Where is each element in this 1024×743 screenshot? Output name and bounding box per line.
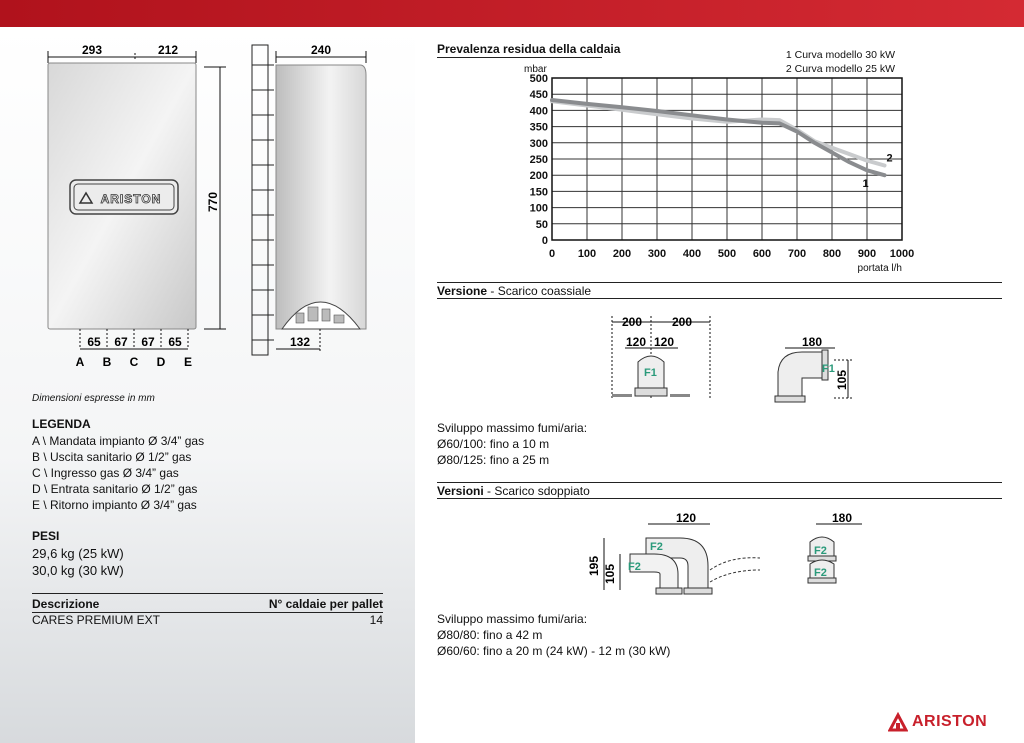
chart-title-rule [437,57,602,58]
connection-a: A [75,355,85,369]
split-dim-180: 180 [832,511,853,525]
coassial-bottom-rule [437,298,1002,299]
coassial-title: Versione [437,284,488,298]
legend-title: LEGENDA [32,417,91,431]
coax-dim-120-b: 120 [654,335,675,349]
y-tick-label: 400 [529,105,548,118]
y-tick-label: 50 [535,218,548,231]
coassial-heading [437,284,591,298]
legend-item-d: D \ Entrata sanitario Ø 1/2” gas [32,482,198,496]
coax-label-f1-b: F1 [822,363,835,375]
dim-212: 212 [157,43,179,57]
pump-head-chart [415,60,1015,280]
x-tick-label: 500 [717,248,737,260]
dim-67-b: 67 [141,335,155,349]
table-header-pallet: N° caldaie per pallet [268,597,383,611]
x-tick-label: 600 [752,248,772,260]
legend-curve-2: 2 Curva modello 25 kW [785,63,895,75]
connection-e: E [183,355,193,369]
split-line-2: Ø60/60: fino a 20 m (24 kW) - 12 m (30 kW) [437,644,671,658]
units-note: Dimensioni espresse in mm [32,393,155,404]
split-label-f2-b: F2 [628,561,641,573]
y-tick-label: 200 [529,170,548,183]
split-text-title: Sviluppo massimo fumi/aria: [437,612,588,626]
panel-logo-text: ARISTON [100,192,162,206]
x-tick-label: 300 [647,248,667,260]
x-tick-label: 100 [577,248,597,260]
x-tick-label: 1000 [889,248,915,260]
split-text-block [437,611,670,659]
weights-list [32,545,124,579]
x-tick-label: 800 [822,248,842,260]
x-tick-label: 0 [548,248,556,260]
footer-logo [888,712,987,732]
table-header-desc: Descrizione [32,597,100,611]
split-heading [437,484,590,498]
y-tick-label: 350 [529,121,548,134]
split-label-f2-a: F2 [650,541,663,553]
coassial-line-2: Ø80/125: fino a 25 m [437,453,550,467]
y-tick-label: 250 [529,154,548,166]
legend-list [32,433,204,513]
split-label-f2-c: F2 [814,545,827,557]
y-axis-label: mbar [524,64,547,75]
boiler-dimension-drawing [0,27,415,377]
coassial-text-title: Sviluppo massimo fumi/aria: [437,421,588,435]
series-label-1: 1 [862,178,869,191]
x-tick-label: 900 [857,248,877,260]
chart-title: Prevalenza residua della caldaia [437,42,621,56]
ariston-house-icon [888,712,908,732]
dim-770: 770 [206,191,220,213]
boiler-side-panel [276,65,366,329]
connection-b: B [102,355,112,369]
legend-item-e: E \ Ritorno impianto Ø 3/4” gas [32,498,197,512]
split-flue-drawing [580,508,880,600]
table-row-desc: CARES PREMIUM EXT [32,613,161,627]
y-tick-label: 500 [529,73,548,85]
legend-curve-1: 1 Curva modello 30 kW [785,49,895,61]
y-tick-label: 0 [541,235,548,247]
split-line-1: Ø80/80: fino a 42 m [437,628,543,642]
top-brand-bar [0,0,1024,27]
x-tick-label: 400 [682,248,702,260]
split-subtitle: - Scarico sdoppiato [483,484,590,498]
dim-132: 132 [289,335,311,349]
weight-25kw: 29,6 kg (25 kW) [32,546,124,561]
connection-c: C [129,355,139,369]
y-tick-label: 450 [529,89,548,102]
coassial-flue-drawing [590,310,870,410]
coax-label-f1-a: F1 [644,367,657,379]
split-top-rule [437,482,1002,483]
series-line-1 [552,100,885,175]
legend-item-a: A \ Mandata impianto Ø 3/4” gas [32,434,205,448]
legend-item-b: B \ Uscita sanitario Ø 1/2” gas [32,450,192,464]
split-label-f2-d: F2 [814,567,827,579]
coax-dim-200-b: 200 [672,315,693,329]
series-label-2: 2 [886,152,893,165]
coax-dim-200-a: 200 [622,315,643,329]
split-dim-105: 105 [603,563,617,585]
dim-67-a: 67 [114,335,128,349]
split-dim-120: 120 [676,511,697,525]
coassial-text-block [437,420,587,468]
x-axis-label: portata l/h [857,263,902,274]
coassial-subtitle: - Scarico coassiale [487,284,592,298]
split-dim-195: 195 [587,555,601,577]
connection-d: D [156,355,166,369]
y-tick-label: 100 [529,202,548,215]
coax-dim-180: 180 [802,335,823,349]
split-title: Versioni [437,484,484,498]
weights-title: PESI [32,529,60,543]
y-tick-label: 300 [529,137,548,150]
x-tick-label: 200 [612,248,632,260]
table-top-rule [32,593,383,594]
legend-item-c: C \ Ingresso gas Ø 3/4” gas [32,466,179,480]
coax-dim-120-a: 120 [626,335,647,349]
dim-293: 293 [81,43,103,57]
split-bottom-rule [437,498,1002,499]
weight-30kw: 30,0 kg (30 kW) [32,563,124,578]
dim-65-b: 65 [168,335,182,349]
coassial-line-1: Ø60/100: fino a 10 m [437,437,550,451]
x-tick-label: 700 [787,248,807,260]
footer-logo-text: ARISTON [912,713,988,730]
dim-240: 240 [310,43,332,57]
coassial-top-rule [437,282,1002,283]
coax-dim-105: 105 [835,369,849,391]
table-row-pallet: 14 [369,613,383,627]
y-tick-label: 150 [529,186,548,199]
wall-section [252,45,274,355]
dim-65-a: 65 [87,335,101,349]
